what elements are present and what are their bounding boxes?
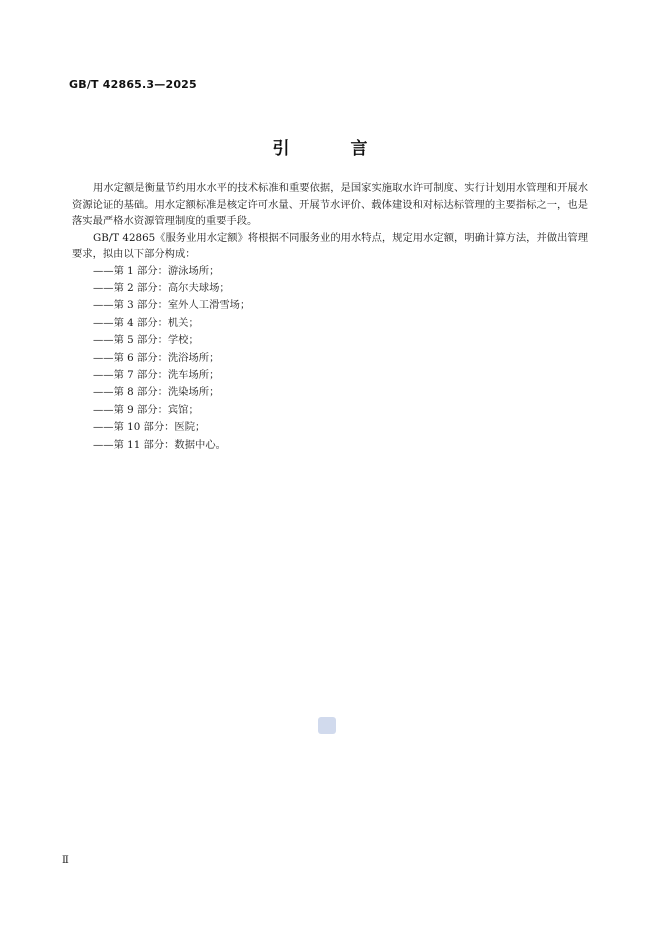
list-item: ——第 3 部分：室外人工滑雪场； <box>93 299 251 312</box>
list-item: ——第 6 部分：洗浴场所； <box>93 351 220 364</box>
list-item: ——第 7 部分：洗车场所； <box>93 368 220 381</box>
list-item: ——第 11 部分：数据中心。 <box>93 438 226 451</box>
list-item: ——第 4 部分：机关； <box>93 316 199 329</box>
standard-code: GB/T 42865.3—2025 <box>69 78 197 91</box>
page-number: Ⅱ <box>62 855 69 866</box>
watermark-logo <box>318 717 336 734</box>
section-title: 引 言 <box>272 139 390 159</box>
list-item: ——第 2 部分：高尔夫球场； <box>93 281 230 294</box>
introduction-body <box>72 180 588 454</box>
list-item: ——第 10 部分：医院； <box>93 421 206 434</box>
paragraph: GB/T 42865《服务业用水定额》将根据不同服务业的用水特点，规定用水定额，明确计算方法，并做出管理要求，拟由以下部分构成： <box>72 231 588 260</box>
parts-list <box>72 263 588 454</box>
list-item: ——第 5 部分：学校； <box>93 334 199 347</box>
list-item: ——第 9 部分：宾馆； <box>93 403 199 416</box>
list-item: ——第 8 部分：洗染场所； <box>93 386 220 399</box>
list-item: ——第 1 部分：游泳场所； <box>93 264 220 277</box>
paragraph: 用水定额是衡量节约用水水平的技术标准和重要依据，是国家实施取水许可制度、实行计划用水管理和开展水资源论证的基础。用水定额标准是核定许可水量、开展节水评价、载体建设和对标达标管理的主要指标之一，也是落实最严格水资源管理制度的重要手段。 <box>72 182 588 227</box>
